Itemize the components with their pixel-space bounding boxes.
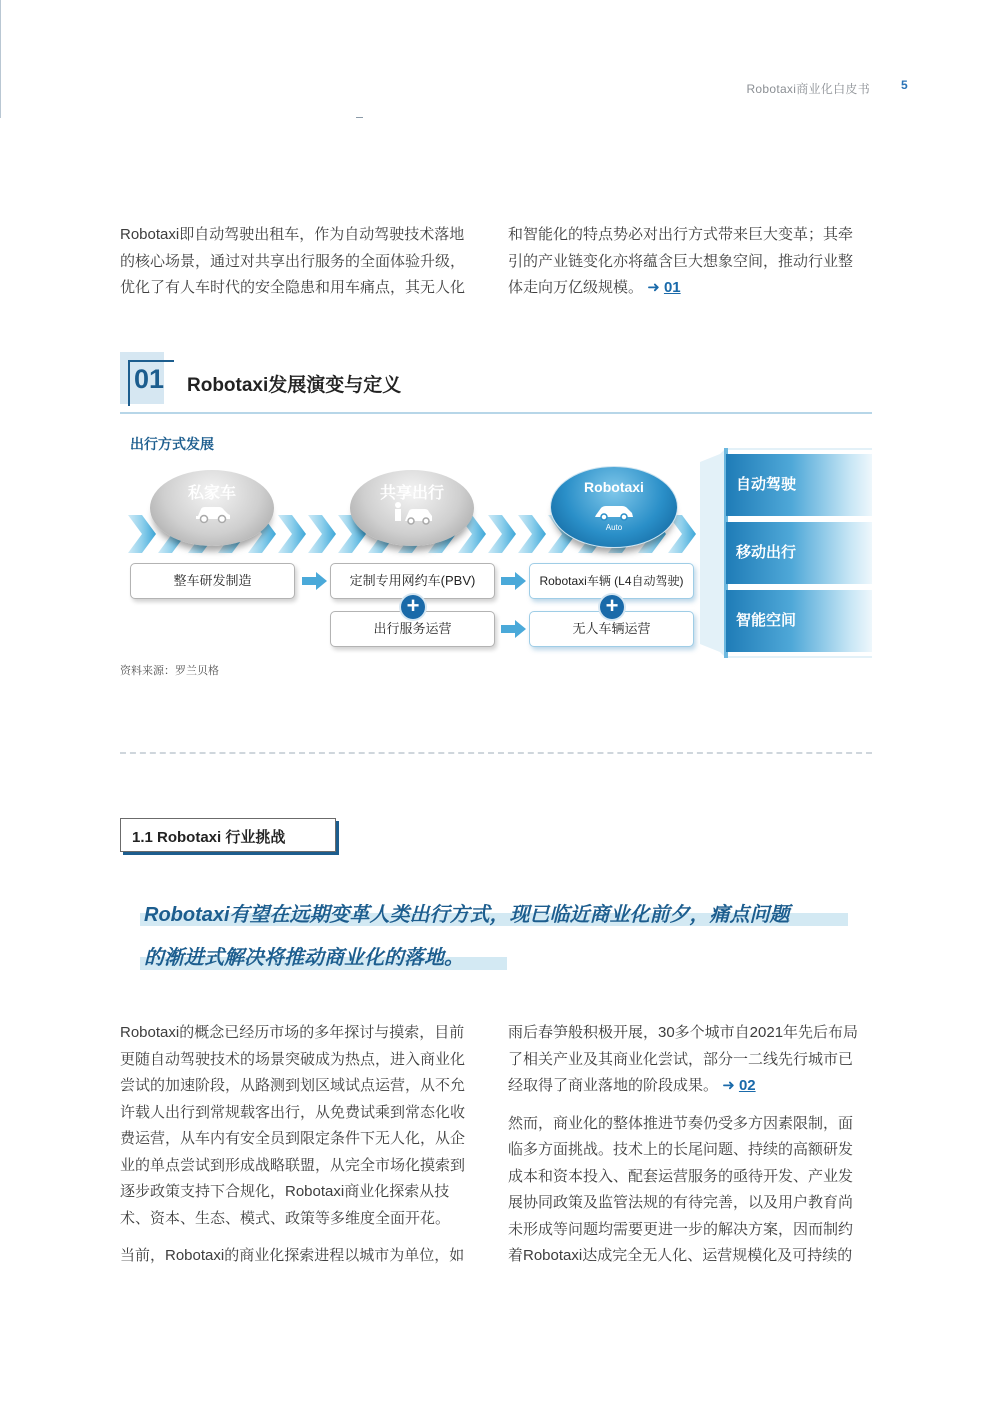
body-line: 经取得了商业落地的阶段成果。 [508, 1077, 719, 1094]
body-line: 许载人出行到常规载客出行，从免费试乘到常态化收 [120, 1103, 466, 1121]
section-header [120, 352, 872, 416]
auto-badge: Auto [605, 523, 623, 532]
auto-car-icon [593, 501, 635, 523]
pull-quote-line-1: Robotaxi有望在远期变革人类出行方式，现已临近商业化前夕，痛点问题 [144, 904, 790, 926]
subsection-title: 1.1 Robotaxi 行业挑战 [132, 829, 286, 846]
outcome-autonomous-driving: 自动驾驶 [726, 454, 872, 516]
intro-left-column [120, 222, 485, 302]
stage-shared-mobility [350, 470, 474, 546]
reference-link-02[interactable]: 02 [738, 1077, 756, 1094]
body-line: 雨后春笋般积极开展，30多个城市自2021年先后布局 [508, 1024, 859, 1041]
intro-right-line-last [508, 275, 872, 302]
intro-left-line: 的核心场景，通过对共享出行服务的全面体验升级， [120, 252, 466, 270]
subsection-header [120, 818, 336, 852]
body-line: 业的单点尝试到形成战略联盟，从完全市场化摸索到 [120, 1156, 466, 1174]
stage-private-car [150, 470, 274, 546]
box-vehicle-rd: 整车研发制造 [130, 563, 295, 599]
arrow-right-icon [302, 572, 328, 590]
box-pbv: 定制专用网约车(PBV) [330, 563, 495, 599]
stage-shared-mobility-label: 共享出行 [379, 485, 444, 502]
stage-robotaxi-label: Robotaxi [584, 479, 644, 495]
box-mobility-ops: 出行服务运营 [330, 611, 495, 647]
body-line: 临多方面挑战。技术上的长尾问题、持续的高额研发 [508, 1141, 854, 1158]
stage-private-car-label: 私家车 [187, 485, 236, 502]
outcome-mobility: 移动出行 [726, 522, 872, 584]
body-line-with-ref [508, 1073, 872, 1100]
decorative-tick [356, 117, 363, 118]
outcomes-panel [700, 448, 872, 658]
arrow-right-icon [501, 572, 527, 590]
outcome-smart-space: 智能空间 [726, 590, 872, 652]
plus-icon: + [600, 595, 624, 619]
arrow-right-icon: ➜ [647, 279, 660, 296]
car-icon [194, 502, 232, 524]
body-line: 费运营，从车内有安全员到限定条件下无人化，从企 [120, 1130, 466, 1147]
body-line: 着Robotaxi达成完全无人化、运营规模化及可持续的 [508, 1247, 853, 1264]
intro-left-line: 优化了有人车时代的安全隐患和用车痛点，其无人化 [120, 279, 466, 296]
pull-quote-line-2: 的渐进式解决将推动商业化的落地。 [144, 947, 464, 969]
intro-right-last-text: 体走向万亿级规模。 [508, 279, 644, 296]
page-edge-line [0, 0, 1, 118]
section-title: Robotaxi发展演变与定义 [187, 375, 402, 396]
person-car-icon [392, 500, 434, 526]
body-line: 了相关产业及其商业化尝试，部分一二线先行城市已 [508, 1050, 854, 1068]
body-line: 逐步政策支持下合规化，Robotaxi商业化探索从技 [120, 1183, 450, 1200]
intro-left-line: Robotaxi即自动驾驶出租车，作为自动驾驶技术落地 [120, 226, 465, 243]
intro-right-line: 和智能化的特点势必对出行方式带来巨大变革；其牵 [508, 226, 854, 243]
section-number: 01 [134, 364, 165, 394]
body-line: 尝试的加速阶段，从路测到划区域试点运营，从不允 [120, 1077, 466, 1094]
intro-right-column [508, 222, 872, 302]
body-line: 成本和资本投入、配套运营服务的亟待开发、产业发 [508, 1167, 854, 1185]
body-line: 未形成等问题均需要更进一步的解决方案，因而制约 [508, 1220, 854, 1238]
body-line: Robotaxi的概念已经历市场的多年探讨与摸索，目前 [120, 1024, 465, 1041]
box-robotaxi-vehicle: Robotaxi车辆 (L4自动驾驶) [529, 563, 694, 599]
figure-source: 资料来源：罗兰贝格 [120, 665, 219, 677]
body-line: 术、资本、生态、模式、政策等多维度全面开花。 [120, 1209, 451, 1227]
arrow-right-icon: ➜ [722, 1077, 735, 1094]
page-number: 5 [901, 78, 908, 92]
intro-right-line: 引的产业链变化亦将蕴含巨大想象空间，推动行业整 [508, 252, 854, 270]
body-line: 然而，商业化的整体推进节奏仍受多方因素限制，面 [508, 1114, 854, 1132]
reference-link-01[interactable]: 01 [663, 279, 681, 296]
figure-label: 出行方式发展 [130, 436, 214, 452]
stage-robotaxi [550, 466, 678, 548]
section-rule [120, 412, 872, 414]
plus-icon: + [401, 595, 425, 619]
body-right-column [508, 1020, 872, 1270]
body-line: 当前，Robotaxi的商业化探索进程以城市为单位，如 [120, 1247, 465, 1264]
body-line: 更随自动驾驶技术的场景突破成为热点，进入商业化 [120, 1050, 466, 1068]
body-left-column [120, 1020, 485, 1270]
running-title: Robotaxi商业化白皮书 [746, 82, 870, 96]
dashed-divider [120, 752, 872, 754]
arrow-right-icon [501, 620, 527, 638]
box-driverless-ops: 无人车辆运营 [529, 611, 694, 647]
body-line: 展协同政策及监管法规的有待完善，以及用户教育尚 [508, 1194, 854, 1211]
